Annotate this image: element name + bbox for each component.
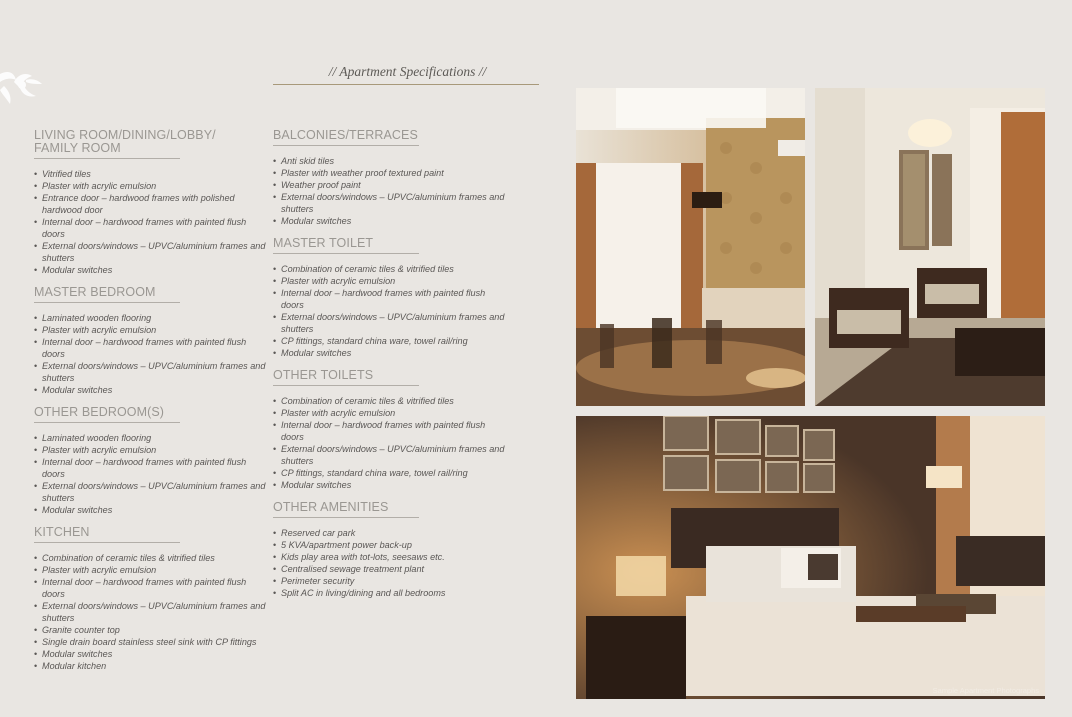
list-item: • Plaster with acrylic emulsion [273,407,509,419]
list-item: • Modular switches [34,504,270,516]
spec-section-master-bedroom [34,286,270,396]
spec-section-other-bedrooms [34,406,270,516]
spec-list [34,312,270,396]
list-item: • External doors/windows – UPVC/aluminium frames and shutters [34,480,270,504]
list-item: • Reserved car park [273,527,509,539]
list-item: • Plaster with acrylic emulsion [34,444,270,456]
list-item: • Kids play area with tot-lots, seesaws etc. [273,551,509,563]
sitting-area-photo [815,88,1045,406]
list-item: • Modular kitchen [34,660,270,672]
list-item: • Anti skid tiles [273,155,509,167]
spec-section-other-amenities [273,501,509,599]
list-item: • Plaster with acrylic emulsion [34,564,270,576]
section-divider [34,542,180,543]
list-item: • External doors/windows – UPVC/aluminium frames and shutters [34,600,270,624]
spec-section-master-toilet [273,237,509,359]
section-heading: OTHER AMENITIES [273,500,389,514]
section-heading: MASTER BEDROOM [34,285,156,299]
list-item: • Perimeter security [273,575,509,587]
section-divider [273,253,419,254]
list-item: • Modular switches [273,347,509,359]
floral-ornament-icon [0,60,44,106]
list-item: • Combination of ceramic tiles & vitrified tiles [273,263,509,275]
list-item: • Entrance door – hardwood frames with polished hardwood door [34,192,270,216]
spec-section-other-toilets [273,369,509,491]
spec-section-kitchen [34,526,270,672]
list-item: • Internal door – hardwood frames with painted flush doors [34,336,270,360]
section-divider [34,422,180,423]
list-item: • Internal door – hardwood frames with painted flush doors [34,456,270,480]
list-item: • 5 KVA/apartment power back-up [273,539,509,551]
list-item: • Plaster with acrylic emulsion [34,324,270,336]
list-item: • Laminated wooden flooring [34,432,270,444]
spec-list [34,552,270,672]
spec-section-living-room [34,129,270,276]
section-divider [34,302,180,303]
section-heading: KITCHEN [34,525,90,539]
list-item: • Plaster with acrylic emulsion [34,180,270,192]
list-item: • CP fittings, standard china ware, towel rail/ring [273,335,509,347]
list-item: • Split AC in living/dining and all bedrooms [273,587,509,599]
list-item: • Granite counter top [34,624,270,636]
list-item: • Modular switches [273,479,509,491]
list-item: • Single drain board stainless steel sink with CP fittings [34,636,270,648]
list-item: • Combination of ceramic tiles & vitrified tiles [273,395,509,407]
spec-list [34,168,270,276]
list-item: • External doors/windows – UPVC/aluminium frames and shutters [273,443,509,467]
living-room-photo [576,88,805,406]
list-item: • Internal door – hardwood frames with painted flush doors [34,216,270,240]
spec-section-balconies [273,129,509,227]
section-divider [34,158,180,159]
middle-spec-column [273,129,509,599]
section-heading: BALCONIES/TERRACES [273,128,418,142]
spec-list [273,395,509,491]
list-item: • Combination of ceramic tiles & vitrified tiles [34,552,270,564]
spec-list [273,263,509,359]
list-item: • Modular switches [273,215,509,227]
title-divider [273,84,539,85]
list-item: • Weather proof paint [273,179,509,191]
section-divider [273,145,419,146]
left-spec-column [34,129,270,672]
list-item: • CP fittings, standard china ware, towel rail/ring [273,467,509,479]
spec-list [273,155,509,227]
section-heading: MASTER TOILET [273,236,374,250]
list-item: • Internal door – hardwood frames with painted flush doors [34,576,270,600]
photo-caption: Sample Apartment Photographs [932,686,1039,695]
list-item: • Centralised sewage treatment plant [273,563,509,575]
list-item: • External doors/windows – UPVC/aluminium frames and shutters [34,360,270,384]
section-divider [273,385,419,386]
list-item: • Plaster with acrylic emulsion [273,275,509,287]
list-item: • Modular switches [34,648,270,660]
list-item: • External doors/windows – UPVC/aluminium frames and shutters [273,191,509,215]
page-title: // Apartment Specifications // [328,64,487,79]
bedroom-photo [576,416,1045,699]
list-item: • External doors/windows – UPVC/aluminium frames and shutters [34,240,270,264]
spec-list [34,432,270,516]
section-divider [273,517,419,518]
section-heading: OTHER BEDROOM(S) [34,405,165,419]
list-item: • Internal door – hardwood frames with painted flush doors [273,419,509,443]
list-item: • Modular switches [34,384,270,396]
list-item: • Laminated wooden flooring [34,312,270,324]
list-item: • Plaster with weather proof textured paint [273,167,509,179]
section-heading: OTHER TOILETS [273,368,374,382]
list-item: • Internal door – hardwood frames with painted flush doors [273,287,509,311]
list-item: • External doors/windows – UPVC/aluminium frames and shutters [273,311,509,335]
spec-list [273,527,509,599]
section-heading: LIVING ROOM/DINING/LOBBY/ FAMILY ROOM [34,128,216,155]
list-item: • Modular switches [34,264,270,276]
list-item: • Vitrified tiles [34,168,270,180]
